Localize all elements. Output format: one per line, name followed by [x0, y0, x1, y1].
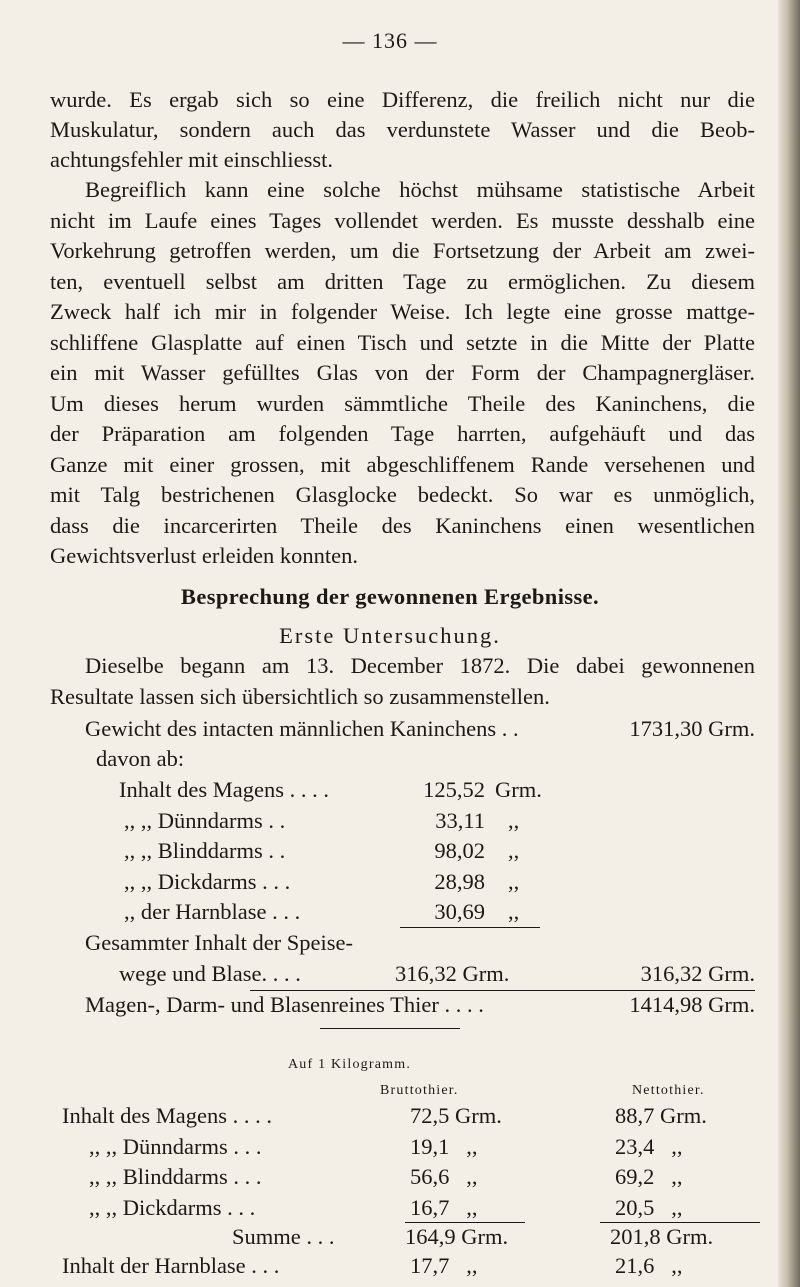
total-weight-value: 1731,30 Grm.	[629, 716, 755, 741]
table-row-label: ,, ,, Blinddarms . . .	[89, 1164, 262, 1189]
netto-value: 21,6 ,,	[615, 1253, 683, 1278]
text-line: Dieselbe begann am 13. December 1872. Die dabei gewonnenen	[85, 653, 755, 678]
brutto-value: 16,7 ,,	[410, 1195, 478, 1220]
table-row-label: Inhalt des Magens . . . .	[62, 1103, 272, 1128]
sum-label: Gesammter Inhalt der Speise-	[85, 930, 354, 955]
text-line: Vorkehrung getroffen werden, um die Fortsetzung der Arbeit am zwei-	[50, 238, 755, 263]
netto-value: 23,4 ,,	[615, 1134, 683, 1159]
text-line: Begreiflich kann eine solche höchst mühsame statistische Arbeit	[85, 177, 755, 202]
brutto-value: 56,6 ,,	[410, 1164, 478, 1189]
brutto-value: 19,1 ,,	[410, 1134, 478, 1159]
netto-header: Nettothier.	[632, 1083, 705, 1098]
table-row-label: ,, ,, Blinddarms . .	[124, 838, 286, 863]
subtraction-rule	[250, 990, 755, 991]
table-row-unit: ,,	[508, 869, 520, 894]
table-row-label: Inhalt der Harnblase . . .	[62, 1253, 280, 1278]
text-line: Muskulatur, sondern auch das verdunstete Wasser und die Beob-	[50, 117, 755, 142]
table-row-value: 30,69	[434, 899, 485, 924]
netto-value: 20,5 ,,	[615, 1195, 683, 1220]
table-row-label: ,, ,, Dickdarms . . .	[89, 1195, 256, 1220]
sum-rule	[405, 1222, 525, 1223]
section-heading: Besprechung der gewonnenen Ergebnisse.	[180, 584, 600, 609]
text-line: ein mit Wasser gefülltes Glas von der Form der Champagnergläser.	[50, 360, 755, 385]
table-row-label: ,, ,, Dickdarms . . .	[124, 869, 291, 894]
table-row-label: Inhalt des Magens . . . .	[119, 777, 329, 802]
page-edge-shadow	[778, 0, 800, 1287]
brutto-value: 17,7 ,,	[410, 1253, 478, 1278]
text-line: Resultate lassen sich übersichtlich so zusammenstellen.	[50, 684, 550, 709]
summe-label: Summe . . .	[232, 1224, 335, 1249]
table-row-unit: Grm.	[495, 777, 542, 802]
table-row-value: 33,11	[435, 808, 485, 833]
text-line: dass die incarcerirten Theile des Kaninchens einen wesentlichen	[50, 513, 755, 538]
text-line: ten, eventuell selbst am dritten Tage zu ermöglichen. Zu diesem	[50, 269, 755, 294]
text-line: achtungsfehler mit einschliesst.	[50, 147, 334, 172]
table-row-unit: ,,	[508, 899, 520, 924]
text-line: Gewichtsverlust erleiden konnten.	[50, 543, 359, 568]
table-row-value: 98,02	[434, 838, 485, 863]
table-row-unit: ,,	[508, 808, 520, 833]
table-row-value: 125,52	[423, 777, 485, 802]
sum-rule	[600, 1222, 760, 1223]
sub-heading: Erste Untersuchung.	[279, 623, 501, 648]
text-line: schliffene Glasplatte auf einen Tisch und setzte in die Mitte der Platte	[50, 330, 755, 355]
netto-value: 88,7 Grm.	[615, 1103, 707, 1128]
separator-rule	[320, 1028, 460, 1029]
net-weight-label: Magen-, Darm- und Blasenreines Thier . . . .	[85, 992, 484, 1017]
page-number: — 136 —	[342, 28, 438, 53]
text-line: mit Talg bestrichenen Glasglocke bedeckt. So war es unmöglich,	[50, 482, 755, 507]
table-row-label: ,, ,, Dünndarms . . .	[89, 1134, 262, 1159]
netto-value: 69,2 ,,	[615, 1164, 683, 1189]
table-row-unit: ,,	[508, 838, 520, 863]
per-kilo-title: Auf 1 Kilogramm.	[288, 1057, 412, 1072]
sum-rule	[400, 927, 540, 928]
table-row-label: ,, ,, Dünndarms . .	[124, 808, 286, 833]
net-weight-value: 1414,98 Grm.	[629, 992, 755, 1017]
total-weight-label: Gewicht des intacten männlichen Kaninchens . .	[85, 716, 519, 741]
text-line: wurde. Es ergab sich so eine Differenz, die freilich nicht nur die	[50, 87, 755, 112]
table-row-value: 28,98	[434, 869, 485, 894]
sum-label: wege und Blase. . . .	[119, 961, 301, 986]
minus-label: davon ab:	[96, 746, 185, 771]
text-line: Ganze mit einer grossen, mit abgeschliffenem Rande versehenen und	[50, 452, 755, 477]
sum-value: 316,32 Grm.	[395, 961, 510, 986]
text-line: Zweck half ich mir in folgender Weise. Ich legte eine grosse mattge-	[50, 299, 755, 324]
table-row-label: ,, der Harnblase . . .	[124, 899, 301, 924]
netto-value: 201,8 Grm.	[610, 1224, 714, 1249]
brutto-value: 164,9 Grm.	[405, 1224, 509, 1249]
text-line: der Präparation am folgenden Tage harrten, aufgehäuft und das	[50, 421, 755, 446]
brutto-value: 72,5 Grm.	[410, 1103, 502, 1128]
sum-value-right: 316,32 Grm.	[640, 961, 755, 986]
text-line: nicht im Laufe eines Tages vollendet werden. Es musste desshalb eine	[50, 208, 755, 233]
text-line: Um dieses herum wurden sämmtliche Theile des Kaninchens, die	[50, 391, 755, 416]
brutto-header: Bruttothier.	[380, 1083, 459, 1098]
